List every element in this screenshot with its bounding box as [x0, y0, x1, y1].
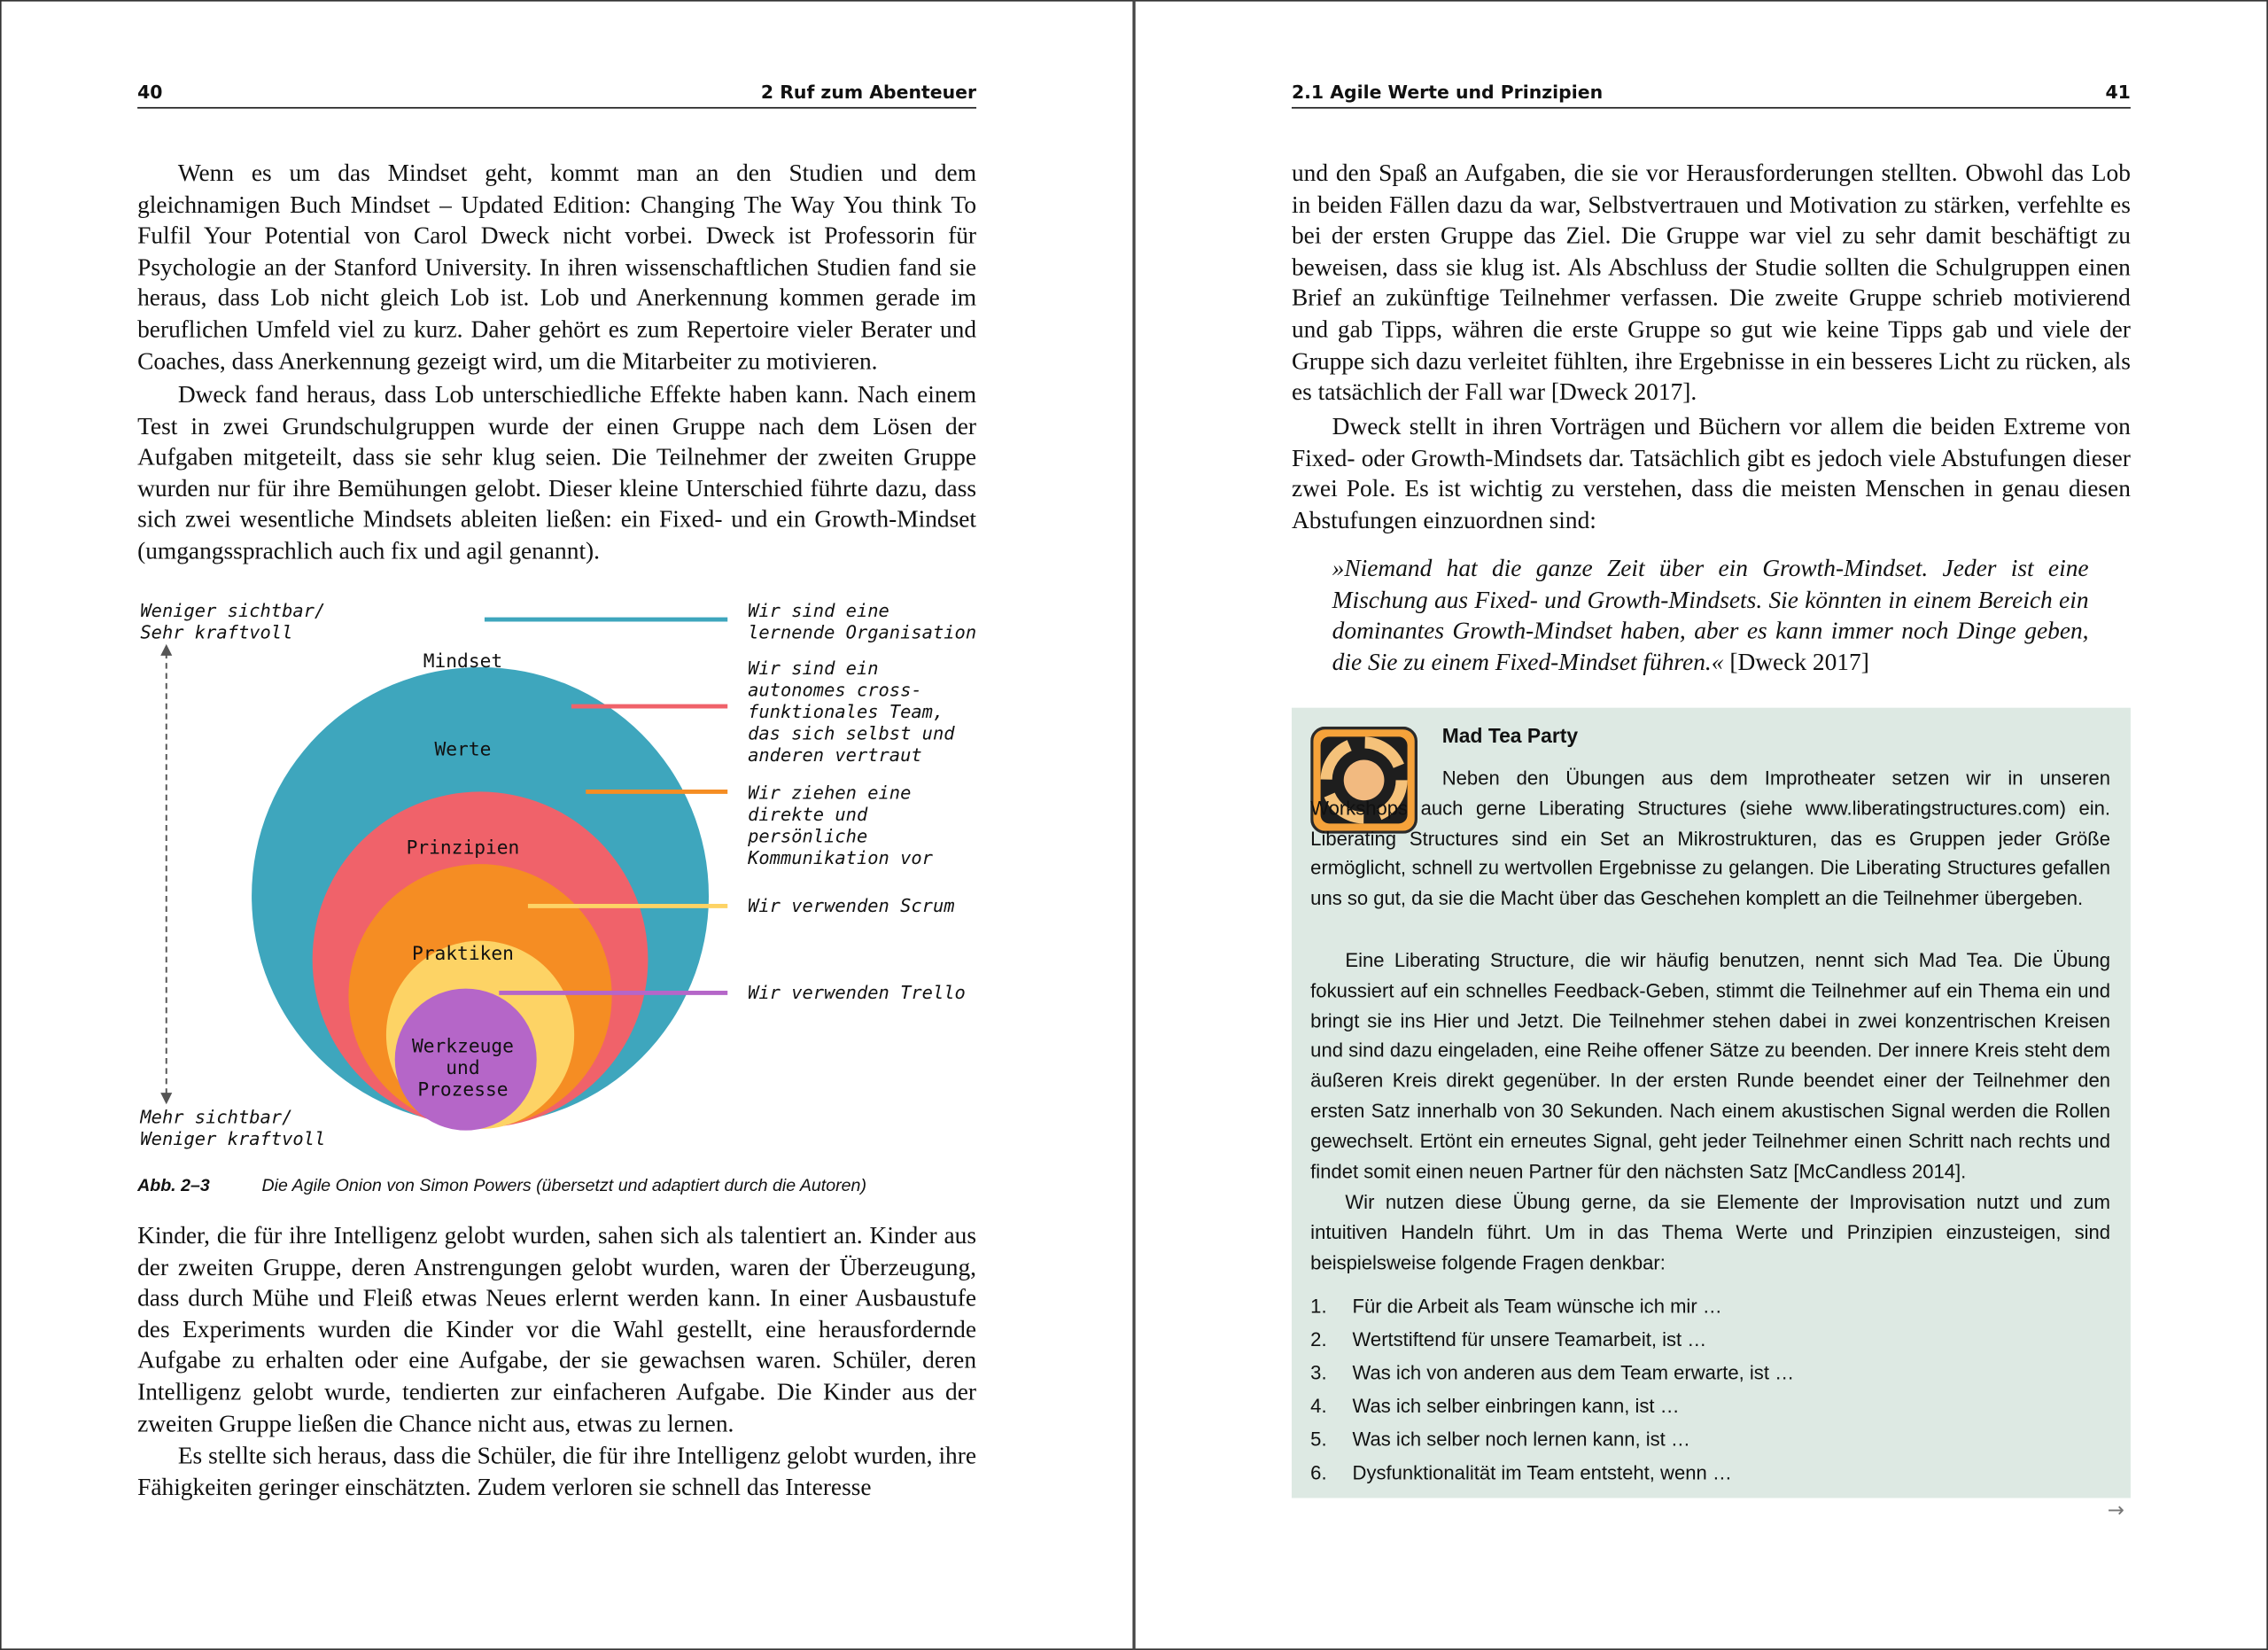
- list-item: 5. Was ich selber noch lernen kann, ist …: [1310, 1428, 1690, 1451]
- left-chapter-title: 2 Ruf zum Abenteuer: [760, 81, 977, 103]
- axis-arrow-down: [160, 1093, 172, 1104]
- right-page-number: 41: [2105, 81, 2131, 103]
- list-item: 3. Was ich von anderen aus dem Team erwarte, ist …: [1310, 1361, 1795, 1384]
- annotation-werte: Wir sind ein autonomes cross-funktionales Team, das sich selbst und anderen vertraut: [748, 657, 955, 767]
- layer-label-werkzeuge-2: und: [446, 1056, 480, 1079]
- left-paragraph-2: Dweck fand heraus, dass Lob unterschiedliche Effekte haben kann. Nach einem Test in zwei Grundschulgruppen wurde der einen Gruppe nach dem Lösen der Aufgaben mitgeteilt, dass sie sehr klug seien. Die Teilnehmer der zweiten Gruppe wurden nur für ihre Bemühungen gelobt. Dieser kleine Unterschied führte dazu, dass sich zwei wesentliche Mindsets ableiten ließen: ein Fixed- und ein Growth-Mindset (umgangssprachlich auch fix und agil genannt).: [137, 380, 977, 564]
- continue-arrow-icon: →: [2107, 1499, 2124, 1523]
- list-item: 1. Für die Arbeit als Team wünsche ich mir …: [1310, 1295, 1722, 1318]
- layer-label-werkzeuge-1: Werkzeuge: [411, 1035, 514, 1058]
- box-paragraph-2: Eine Liberating Structure, die wir häufig benutzen, nennt sich Mad Tea. Die Übung fokussiert auf ein schnelles Feedback-Geben, stimmt die Teilnehmer auf ein Thema ein und bringt sie ins Hier und Jetzt. Die Teilnehmer stehen dabei in zwei konzentrischen Kreisen und sind dazu eingeladen, eine Reihe offener Sätze zu beenden. Der innere Kreis steht dem äußeren Kreis direkt gegenüber. In der ersten Runde beendet einer der Teilnehmer den ersten Satz innerhalb von 30 Sekunden. Nach einem akustischen Signal werden die Rollen gewechselt. Ertönt ein erneutes Signal, geht jeder Teilnehmer einen Schritt nach rechts und findet somit einen neuen Partner für den nächsten Satz [McCandless 2014].: [1310, 949, 2111, 1182]
- figure-caption: [137, 1175, 976, 1195]
- axis-label-bottom: Mehr sichtbar/ Weniger kraftvoll: [140, 1105, 326, 1149]
- annotation-mindset: Wir sind eine lernende Organisation: [748, 599, 977, 643]
- left-page-header: [137, 81, 976, 108]
- page-border-left: [0, 0, 2, 1650]
- quote-text: »Niemand hat die ganze Zeit über ein Growth-Mindset. Jeder ist eine Mischung aus Fixed- und Growth-Mindsets. Sie könnten in einem Bereich ein dominantes Growth-Mindset haben, aber es kann immer noch Dinge geben, die Sie zu einem Fixed-Mindset führen.«: [1332, 554, 2089, 676]
- annotation-prinzipien: Wir ziehen eine direkte und persönliche Kommunikation vor: [748, 781, 933, 868]
- figure-caption-text: Die Agile Onion von Simon Powers (übersetzt und adaptiert durch die Autoren): [261, 1175, 866, 1196]
- box-paragraph-1: Neben den Übungen aus dem Improtheater setzen wir in unseren Workshops auch gerne Liberating Structures (siehe www.liberatingstructures.com) ein. Liberating Structures sind ein Set an Mikrostrukturen, das es Gruppen jeder Größe ermöglicht, schnell zu wertvollen Ergebnisse zu gelangen. Die Liberating Structures gefallen uns so gut, da sie die Macht über das Geschehen komplett an die Teilnehmer übergeben.: [1310, 767, 2111, 910]
- box-paragraph-3: Wir nutzen diese Übung gerne, da sie Elemente der Improvisation nutzt und zum intuitiven Handeln führt. Um in das Thema Werte und Prinzipien einzusteigen, sind beispielsweise folgende Fragen denkbar:: [1310, 1191, 2111, 1273]
- question-list: [1310, 1289, 1794, 1489]
- annotation-praktiken: Wir verwenden Scrum: [748, 894, 955, 916]
- axis-arrow-up: [160, 644, 172, 656]
- figure-caption-label: Abb. 2–3: [137, 1175, 210, 1196]
- layer-label-werte: Werte: [434, 738, 492, 761]
- right-paragraph-2: Dweck stellt in ihren Vorträgen und Büchern vor allem die beiden Extreme von Fixed- oder Growth-Mindsets dar. Tatsächlich gibt es jedoch viele Abstufungen dieser zwei Pole. Es ist wichtig zu verstehen, dass die meisten Menschen in genau diesen Abstufungen einzuordnen sind:: [1291, 412, 2131, 534]
- box-title: Mad Tea Party: [1441, 723, 1579, 747]
- list-item: 6. Dysfunktionalität im Team entsteht, wenn …: [1310, 1461, 1732, 1484]
- left-page-number: 40: [137, 81, 163, 103]
- quote-reference: [Dweck 2017]: [1729, 648, 1869, 676]
- right-paragraph-1: und den Spaß an Aufgaben, die sie vor Herausforderungen stellten. Obwohl das Lob in beiden Fällen dazu da war, Selbstvertrauen und Motivation zu stärken, verfehlte es bei der ersten Gruppe das Ziel. Die Gruppe war viel zu sehr damit beschäftigt zu beweisen, dass sie klug ist. Als Abschluss der Studie sollten die Schulgruppen einen Brief an zukünftige Teilnehmer verfassen. Die zweite Gruppe schrieb motivierend und gab Tipps, währen die erste Gruppe so gut wie keine Tipps gab und viele der Gruppe sich dazu verleitet fühlten, ihre Ergebnisse in ein besseres Licht zu rücken, als es tatsächlich der Fall war [Dweck 2017].: [1291, 159, 2131, 406]
- left-paragraph-4: Es stellte sich heraus, dass die Schüler, die für ihre Intelligenz gelobt wurden, ihre Fähigkeiten geringer einschätzten. Zudem verloren sie schnell das Interesse: [137, 1441, 977, 1501]
- layer-label-werkzeuge-3: Prozesse: [417, 1078, 509, 1101]
- axis-label-top: Weniger sichtbar/ Sehr kraftvoll: [140, 599, 326, 643]
- layer-label-praktiken: Praktiken: [411, 942, 514, 965]
- layer-label-prinzipien: Prinzipien: [406, 837, 520, 860]
- block-quote: [1332, 553, 2089, 678]
- right-section-title: 2.1 Agile Werte und Prinzipien: [1291, 81, 1604, 103]
- left-paragraph-3: Kinder, die für ihre Intelligenz gelobt wurden, sahen sich als talentiert an. Kinder aus der zweiten Gruppe, deren Anstrengungen gelobt wurden, waren der Überzeugung, dass durch Mühe und Fleiß etwas Neues erlernt werden kann. In einer Ausbaustufe des Experiments wurden die Kinder vor die Wahl gestellt, eine herausfordernde Aufgabe zu erhalten oder eine Aufgabe, der sie gewachsen waren. Schüler, deren Intelligenz gelobt wurde, tendierten zur einfacheren Aufgabe. Die Kinder aus der zweiten Gruppe ließen die Chance nicht aus, etwas zu lernen.: [137, 1221, 977, 1437]
- right-page-header: [1292, 81, 2131, 108]
- list-item: 2. Wertstiftend für unsere Teamarbeit, ist …: [1310, 1328, 1707, 1350]
- list-item: 4. Was ich selber einbringen kann, ist …: [1310, 1395, 1680, 1418]
- annotation-werkzeuge: Wir verwenden Trello: [748, 981, 966, 1003]
- book-spine: [1132, 0, 1135, 1650]
- layer-label-mindset: Mindset: [423, 650, 503, 673]
- left-paragraph-1: Wenn es um das Mindset geht, kommt man an den Studien und dem gleichnamigen Buch Mindset – Updated Edition: Changing The Way You think To Fulfil Your Potential von Carol Dweck nicht vorbei. Dweck ist Professorin für Psychologie an der Stanford University. In ihren wissenschaftlichen Studien fand sie heraus, dass Lob nicht gleich Lob ist. Lob und Anerkennung kommen gerade im beruflichen Umfeld viel zu kurz. Daher gehört es zum Repertoire vieler Berater und Coaches, dass Anerkennung gezeigt wird, um die Mitarbeiter zu motivieren.: [137, 159, 977, 375]
